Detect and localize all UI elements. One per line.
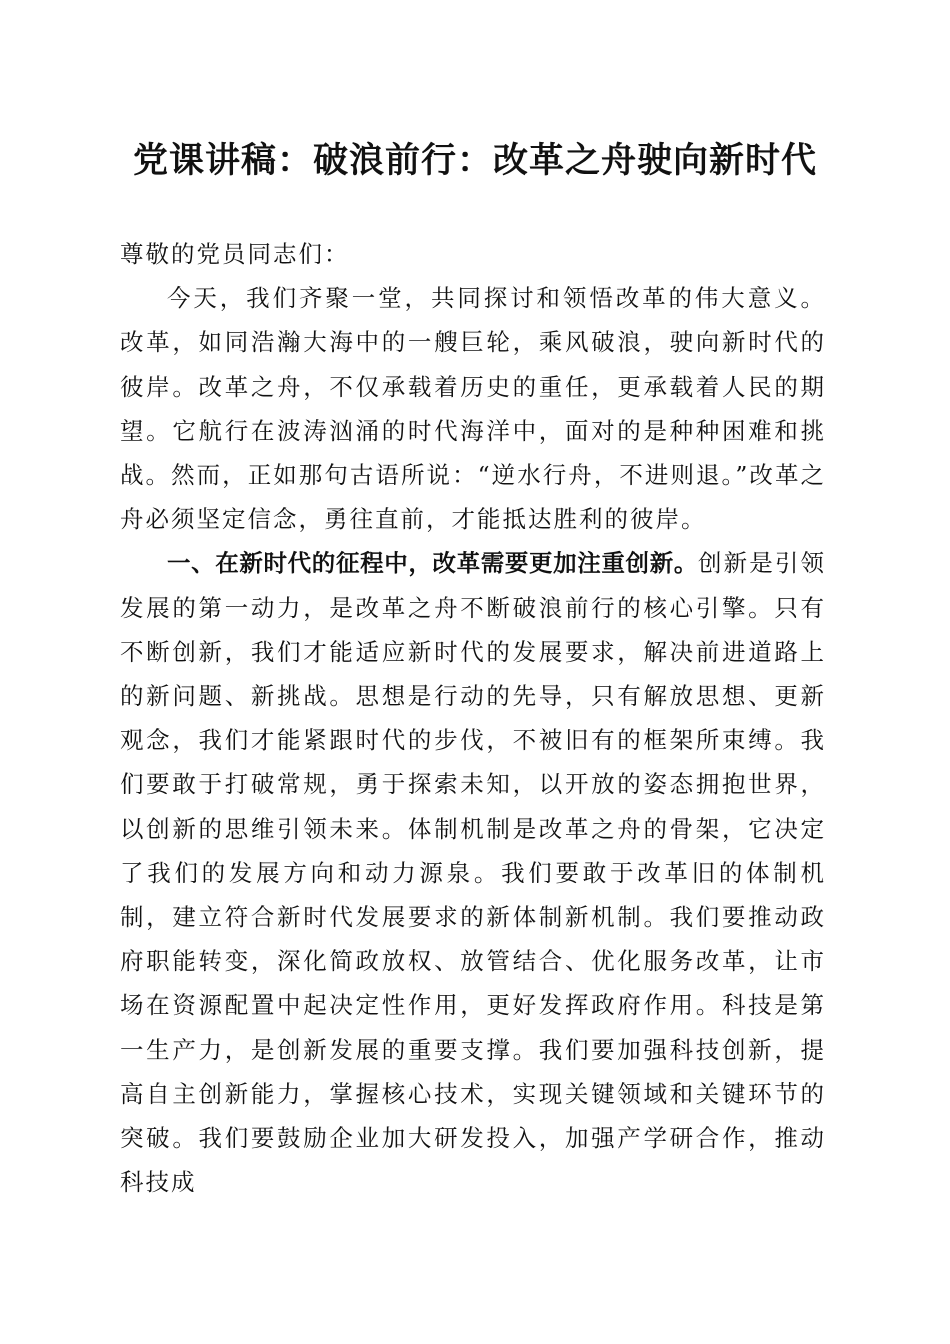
paragraph-section-1 [120, 541, 826, 1204]
section-1-heading: 一、在新时代的征程中，改革需要更加注重创新。 [167, 549, 698, 578]
section-1-text: 创新是引领发展的第一动力，是改革之舟不断破浪前行的核心引擎。只有不断创新，我们才能适应新时代的发展要求，解决前进道路上的新问题、新挑战。思想是行动的先导，只有解放思想、更新观念，我们才能紧跟时代的步伐，不被旧有的框架所束缚。我们要敢于打破常规，勇于探索未知，以开放的姿态拥抱世界，以创新的思维引领未来。体制机制是改革之舟的骨架，它决定了我们的发展方向和动力源泉。我们要敢于改革旧的体制机制，建立符合新时代发展要求的新体制新机制。我们要推动政府职能转变，深化简政放权、放管结合、优化服务改革，让市场在资源配置中起决定性作用，更好发挥政府作用。科技是第一生产力，是创新发展的重要支撑。我们要加强科技创新，提高自主创新能力，掌握核心技术，实现关键领域和关键环节的突破。我们要鼓励企业加大研发投入，加强产学研合作，推动科技成 [120, 549, 827, 1197]
document-body [120, 232, 826, 1204]
document-title: 党课讲稿：破浪前行：改革之舟驶向新时代 [132, 140, 817, 181]
salutation: 尊敬的党员同志们： [120, 240, 350, 268]
paragraph-intro-text: 今天，我们齐聚一堂，共同探讨和领悟改革的伟大意义。改革，如同浩瀚大海中的一艘巨轮，乘风破浪，驶向新时代的彼岸。改革之舟，不仅承载着历史的重任，更承载着人民的期望。它航行在波涛汹涌的时代海洋中，面对的是种种困难和挑战。然而，正如那句古语所说：“逆水行舟，不进则退。”改革之舟必须坚定信念，勇往直前，才能抵达胜利的彼岸。 [120, 284, 826, 534]
paragraph-intro [120, 276, 826, 541]
